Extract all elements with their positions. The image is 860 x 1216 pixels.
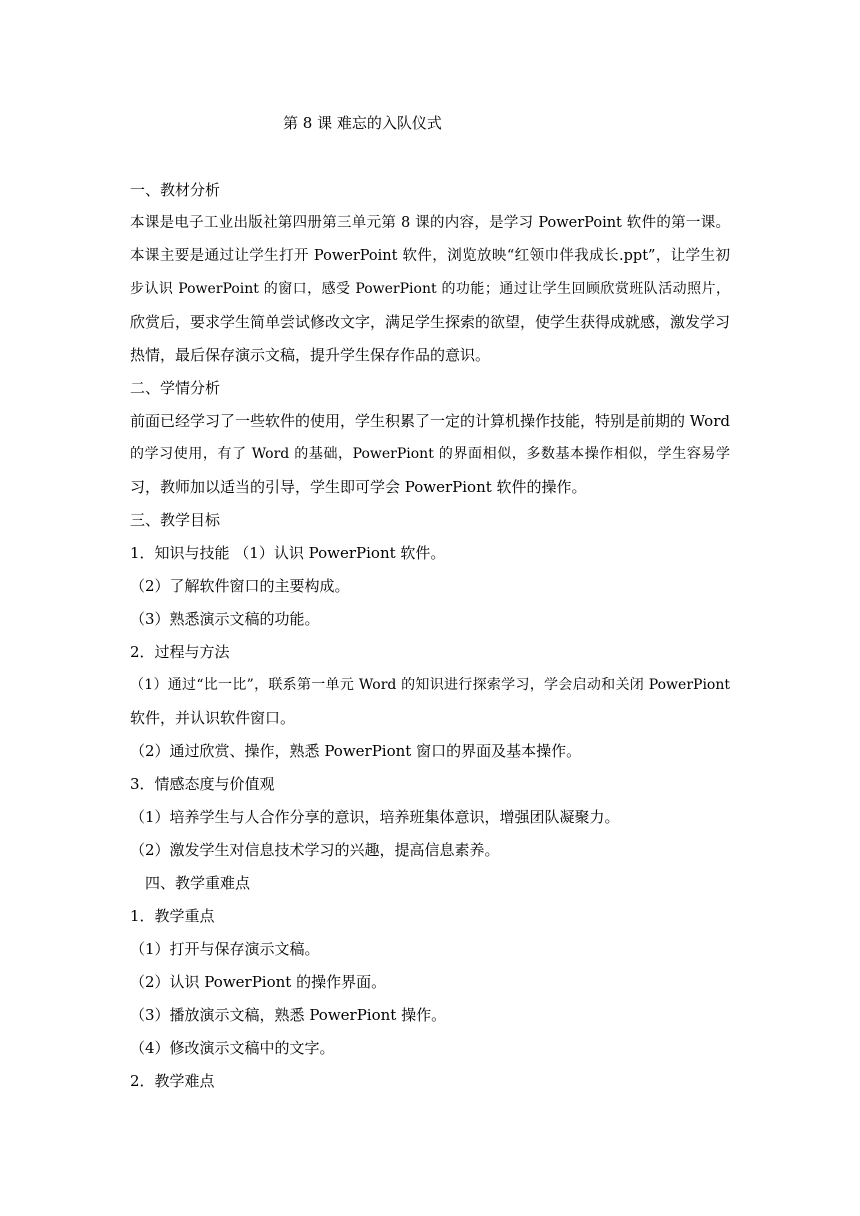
list-item: （4）修改演示文稿中的文字。 <box>130 1039 335 1057</box>
list-item: （2）认识 PowerPiont 的操作界面。 <box>130 973 387 991</box>
list-item: （2）通过欣赏、操作，熟悉 PowerPiont 窗口的界面及基本操作。 <box>130 742 582 760</box>
paragraph-line: 前面已经学习了一些软件的使用，学生积累了一定的计算机操作技能，特别是前期的 Word <box>130 412 730 430</box>
paragraph-line: 本课主要是通过让学生打开 PowerPoint 软件，浏览放映“红领巾伴我成长.ppt”，让学生初 <box>130 248 730 264</box>
paragraph-line: 的学习使用，有了 Word 的基础，PowerPiont 的界面相似，多数基本操作相似，学生容易学 <box>130 446 730 462</box>
section-heading-key-difficult-points: 四、教学重难点 <box>145 874 251 892</box>
subheading-key-points: 1．教学重点 <box>130 907 215 925</box>
list-item-continuation: 软件，并认识软件窗口。 <box>130 709 296 727</box>
list-item: （1）培养学生与人合作分享的意识，培养班集体意识，增强团队凝聚力。 <box>130 808 620 826</box>
paragraph-line: 欣赏后，要求学生简单尝试修改文字，满足学生探索的欲望，使学生获得成就感，激发学习 <box>130 313 731 331</box>
paragraph-line: 热情，最后保存演示文稿，提升学生保存作品的意识。 <box>130 346 491 364</box>
section-heading-teaching-goals: 三、教学目标 <box>130 511 221 529</box>
subheading-process-methods: 2．过程与方法 <box>130 643 230 661</box>
list-item: （3）熟悉演示文稿的功能。 <box>130 610 320 628</box>
subheading-attitudes-values: 3．情感态度与价值观 <box>130 775 275 793</box>
list-item: 1．知识与技能 （1）认识 PowerPiont 软件。 <box>130 544 446 562</box>
paragraph-line: 本课是电子工业出版社第四册第三单元第 8 课的内容，是学习 PowerPoint 软件的第一课。 <box>130 215 730 231</box>
paragraph-line: 步认识 PowerPoint 的窗口，感受 PowerPiont 的功能；通过让学生回顾欣赏班队活动照片， <box>130 281 730 297</box>
list-item: （1）通过“比一比”，联系第一单元 Word 的知识进行探索学习，学会启动和关闭 PowerPiont <box>130 677 730 693</box>
list-item: （1）打开与保存演示文稿。 <box>130 940 320 958</box>
section-heading-learner-analysis: 二、学情分析 <box>130 379 221 397</box>
section-heading-textbook-analysis: 一、教材分析 <box>130 181 221 199</box>
list-item: （2）激发学生对信息技术学习的兴趣，提高信息素养。 <box>130 841 500 859</box>
paragraph-line: 习，教师加以适当的引导，学生即可学会 PowerPiont 软件的操作。 <box>130 478 587 496</box>
list-item: （3）播放演示文稿，熟悉 PowerPiont 操作。 <box>130 1006 447 1024</box>
document-body <box>130 174 730 1098</box>
lesson-title: 第 8 课 难忘的入队仪式 <box>283 114 442 132</box>
list-item: （2）了解软件窗口的主要构成。 <box>130 577 350 595</box>
subheading-difficult-points: 2．教学难点 <box>130 1072 215 1090</box>
